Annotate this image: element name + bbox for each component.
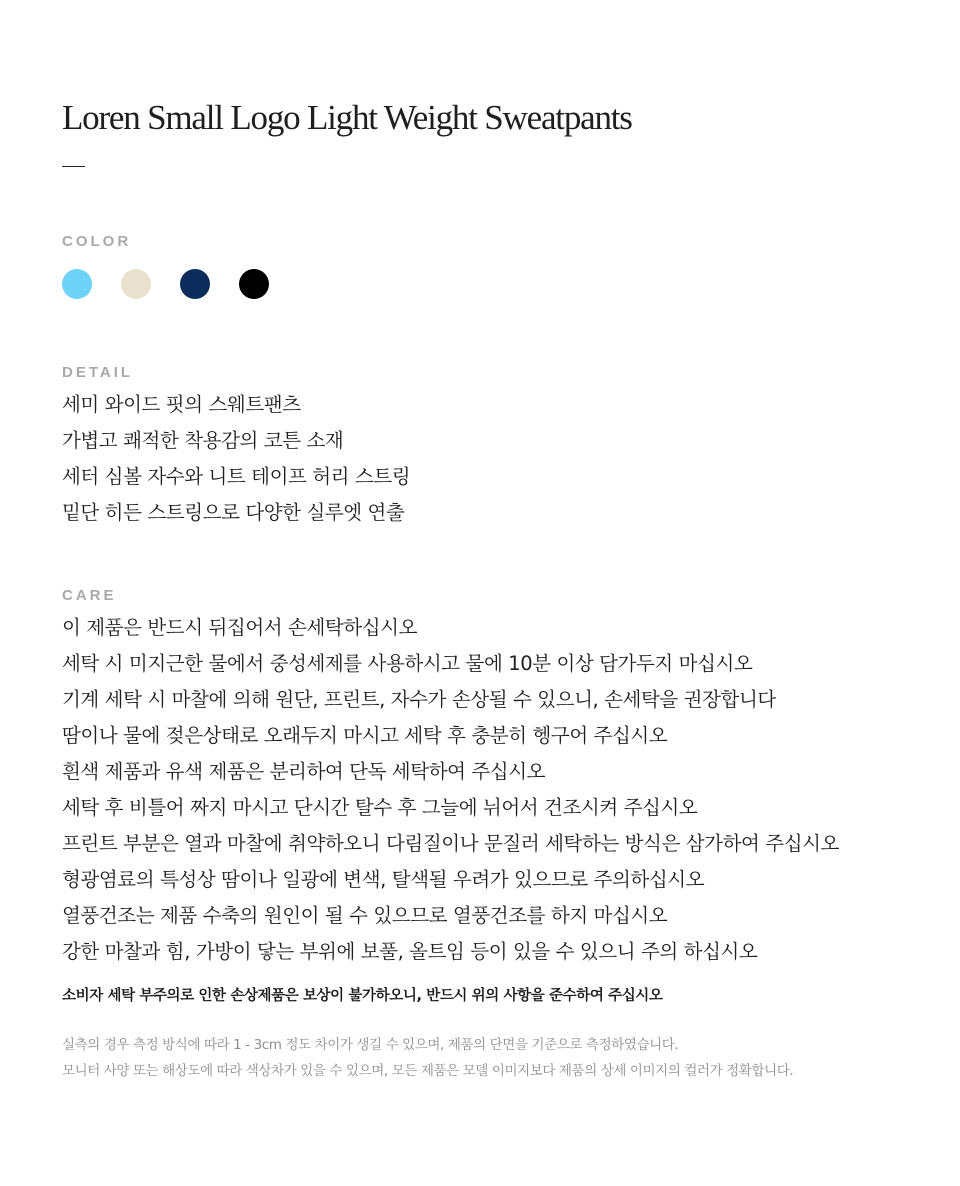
color-swatches	[62, 269, 269, 299]
care-line: 기계 세탁 시 마찰에 의해 원단, 프린트, 자수가 손상될 수 있으니, 손세탁을 권장합니다	[62, 688, 776, 711]
color-swatch-sky-blue[interactable]	[62, 269, 92, 299]
color-swatch-beige[interactable]	[121, 269, 151, 299]
care-section-label: CARE	[62, 587, 117, 604]
care-line: 땀이나 물에 젖은상태로 오래두지 마시고 세탁 후 충분히 헹구어 주십시오	[62, 724, 668, 747]
care-line: 프린트 부분은 열과 마찰에 취약하오니 다림질이나 문질러 세탁하는 방식은 삼가하여 주십시오	[62, 832, 840, 855]
detail-line: 밑단 히든 스트링으로 다양한 실루엣 연출	[62, 501, 405, 524]
care-line: 열풍건조는 제품 수축의 원인이 될 수 있으므로 열풍건조를 하지 마십시오	[62, 904, 668, 927]
note-line: 모니터 사양 또는 해상도에 따라 색상차가 있을 수 있으며, 모든 제품은 모델 이미지보다 제품의 상세 이미지의 컬러가 정확합니다.	[62, 1063, 794, 1079]
care-line: 강한 마찰과 힘, 가방이 닿는 부위에 보풀, 올트임 등이 있을 수 있으니 주의 하십시오	[62, 940, 758, 963]
care-line: 세탁 시 미지근한 물에서 중성세제를 사용하시고 물에 10분 이상 담가두지 마십시오	[62, 652, 753, 675]
product-title: Loren Small Logo Light Weight Sweatpants	[62, 98, 632, 137]
note-line: 실측의 경우 측정 방식에 따라 1 - 3cm 정도 차이가 생길 수 있으며, 제품의 단면을 기준으로 측정하였습니다.	[62, 1037, 679, 1053]
care-list	[62, 610, 839, 970]
color-swatch-black[interactable]	[239, 269, 269, 299]
title-divider	[62, 166, 85, 167]
detail-line: 세터 심볼 자수와 니트 테이프 허리 스트링	[62, 465, 411, 488]
detail-line: 세미 와이드 핏의 스웨트팬츠	[62, 393, 301, 416]
detail-section-label: DETAIL	[62, 364, 134, 381]
measurement-notes	[62, 1032, 793, 1084]
detail-list	[62, 387, 410, 531]
care-line: 흰색 제품과 유색 제품은 분리하여 단독 세탁하여 주십시오	[62, 760, 546, 783]
detail-line: 가볍고 쾌적한 착용감의 코튼 소재	[62, 429, 344, 452]
color-swatch-navy[interactable]	[180, 269, 210, 299]
care-warning: 소비자 세탁 부주의로 인한 손상제품은 보상이 불가하오니, 반드시 위의 사항을 준수하여 주십시오	[62, 988, 663, 1004]
care-line: 이 제품은 반드시 뒤집어서 손세탁하십시오	[62, 616, 418, 639]
care-line: 세탁 후 비틀어 짜지 마시고 단시간 탈수 후 그늘에 뉘어서 건조시켜 주십시오	[62, 796, 698, 819]
color-section-label: COLOR	[62, 233, 132, 250]
care-line: 형광염료의 특성상 땀이나 일광에 변색, 탈색될 우려가 있으므로 주의하십시오	[62, 868, 705, 891]
